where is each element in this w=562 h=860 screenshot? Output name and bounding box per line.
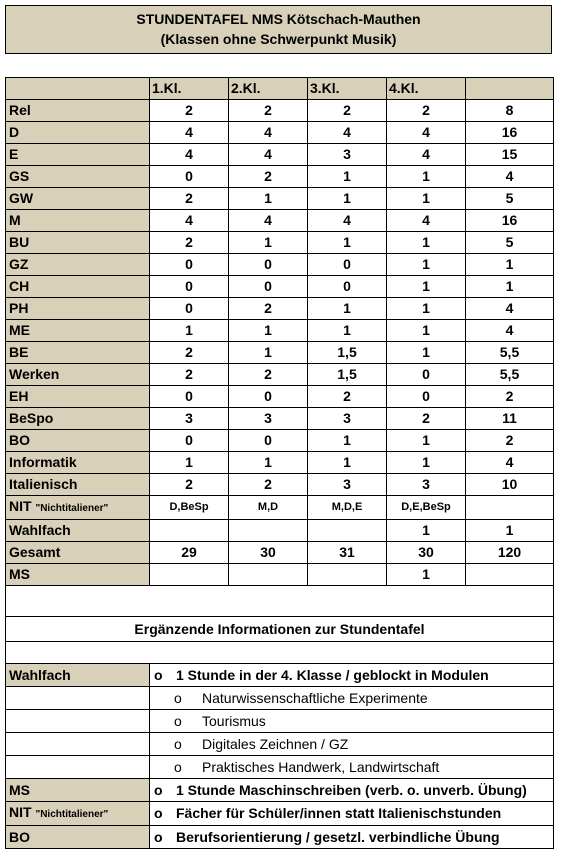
- hours-cell: 0: [150, 298, 229, 320]
- table-row: [6, 298, 554, 320]
- hours-cell: 8: [466, 100, 554, 122]
- nit-label-main: NIT: [9, 498, 32, 514]
- table-row: [6, 232, 554, 254]
- hours-cell: 1: [150, 320, 229, 342]
- column-header: [6, 78, 150, 100]
- nit-cell: D,BeSp: [150, 496, 229, 520]
- hours-cell: 1: [387, 166, 466, 188]
- hours-cell: 4: [150, 122, 229, 144]
- hours-cell: 2: [387, 100, 466, 122]
- hours-cell: 3: [150, 408, 229, 430]
- info-nit-label-main: NIT: [9, 804, 32, 820]
- info-nit-label-small: "Nichtitaliener": [35, 809, 109, 820]
- ms-label: MS: [6, 564, 150, 586]
- info-wahlfach-text: [150, 664, 554, 687]
- spacer-row: [6, 586, 554, 617]
- module-item: [150, 756, 554, 779]
- gesamt-cell: 30: [387, 542, 466, 564]
- hours-cell: 0: [387, 386, 466, 408]
- module-item: [150, 710, 554, 733]
- subject-name: BU: [6, 232, 150, 254]
- wahlfach-cell: [229, 520, 308, 542]
- subject-name: GW: [6, 188, 150, 210]
- hours-cell: 2: [229, 298, 308, 320]
- hours-cell: 0: [150, 276, 229, 298]
- nit-cell: D,E,BeSp: [387, 496, 466, 520]
- hours-cell: 4: [308, 210, 387, 232]
- ms-cell: [150, 564, 229, 586]
- hours-cell: 0: [387, 364, 466, 386]
- hours-cell: 4: [229, 210, 308, 232]
- subject-name: BeSpo: [6, 408, 150, 430]
- bullet-icon: o: [154, 828, 163, 845]
- spacer-cell: [6, 586, 554, 617]
- hours-cell: 11: [466, 408, 554, 430]
- info-nit-text: [150, 802, 554, 826]
- hours-cell: 16: [466, 210, 554, 232]
- subject-name: Informatik: [6, 452, 150, 474]
- hours-cell: 1: [308, 430, 387, 452]
- info-bo-label: [6, 826, 150, 849]
- table-row: [6, 188, 554, 210]
- info-module-row: [6, 756, 554, 779]
- info-ms-description: 1 Stunde Maschinschreiben (verb. o. unverb. Übung): [176, 781, 527, 798]
- spacer-row: [6, 642, 554, 664]
- info-empty-label: [6, 710, 150, 733]
- hours-cell: 2: [150, 364, 229, 386]
- module-name: Tourismus: [202, 712, 266, 729]
- wahlfach-cell: 1: [466, 520, 554, 542]
- hours-cell: 1: [308, 298, 387, 320]
- module-name: Naturwissenschaftliche Experimente: [202, 689, 428, 706]
- table-row: [6, 474, 554, 496]
- nit-cell: [466, 496, 554, 520]
- column-header: 2.Kl.: [229, 78, 308, 100]
- hours-cell: 2: [150, 342, 229, 364]
- column-header: [466, 78, 554, 100]
- info-nit-label: [6, 802, 150, 826]
- info-heading-row: [6, 617, 554, 642]
- info-module-row: [6, 710, 554, 733]
- title-box: [5, 5, 552, 54]
- gesamt-cell: 31: [308, 542, 387, 564]
- table-row: [6, 210, 554, 232]
- hours-cell: 3: [308, 408, 387, 430]
- gesamt-row: [6, 542, 554, 564]
- hours-cell: 3: [387, 474, 466, 496]
- column-header: 3.Kl.: [308, 78, 387, 100]
- hours-cell: 0: [229, 276, 308, 298]
- nit-label-small: "Nichtitaliener": [35, 503, 109, 514]
- hours-cell: 4: [387, 144, 466, 166]
- info-module-row: [6, 733, 554, 756]
- hours-cell: 1: [387, 298, 466, 320]
- hours-cell: 4: [150, 144, 229, 166]
- subject-name: M: [6, 210, 150, 232]
- bullet-icon: o: [154, 781, 163, 798]
- hours-cell: 2: [229, 364, 308, 386]
- hours-cell: 2: [150, 188, 229, 210]
- subject-name: Werken: [6, 364, 150, 386]
- hours-cell: 0: [229, 430, 308, 452]
- column-header: 1.Kl.: [150, 78, 229, 100]
- hours-cell: 1: [229, 452, 308, 474]
- table-row: [6, 276, 554, 298]
- info-wahlfach: [6, 664, 554, 687]
- module-name: Praktisches Handwerk, Landwirtschaft: [202, 758, 440, 775]
- hours-cell: 2: [308, 386, 387, 408]
- hours-cell: 0: [229, 254, 308, 276]
- nit-cell: M,D: [229, 496, 308, 520]
- subject-name: BE: [6, 342, 150, 364]
- info-ms-label: [6, 779, 150, 802]
- hours-cell: 0: [150, 430, 229, 452]
- info-heading: Ergänzende Informationen zur Stundentafel: [6, 617, 554, 642]
- subject-name: EH: [6, 386, 150, 408]
- table-row: [6, 100, 554, 122]
- hours-cell: 1: [466, 276, 554, 298]
- table-row: [6, 122, 554, 144]
- hours-cell: 0: [229, 386, 308, 408]
- bullet-icon: o: [174, 712, 182, 729]
- hours-cell: 0: [150, 254, 229, 276]
- hours-cell: 4: [466, 298, 554, 320]
- subject-name: PH: [6, 298, 150, 320]
- bullet-icon: o: [174, 758, 182, 775]
- hours-cell: 1,5: [308, 364, 387, 386]
- ms-cell: [308, 564, 387, 586]
- title-line-2: (Klassen ohne Schwerpunkt Musik): [160, 31, 397, 47]
- hours-cell: 2: [308, 100, 387, 122]
- hours-cell: 1: [387, 320, 466, 342]
- info-nit-description: Fächer für Schüler/innen statt Italienischstunden: [176, 805, 502, 821]
- hours-cell: 2: [229, 166, 308, 188]
- table-row: [6, 254, 554, 276]
- hours-cell: 0: [308, 276, 387, 298]
- nit-cell: M,D,E: [308, 496, 387, 520]
- info-empty-label: [6, 756, 150, 779]
- info-wahlfach-label: [6, 664, 150, 687]
- hours-cell: 4: [229, 122, 308, 144]
- info-bo-label-main: BO: [9, 828, 30, 845]
- hours-cell: 1: [387, 232, 466, 254]
- hours-cell: 5,5: [466, 342, 554, 364]
- hours-cell: 5,5: [466, 364, 554, 386]
- title-line-1: STUNDENTAFEL NMS Kötschach-Mauthen: [136, 11, 421, 27]
- hours-cell: 1: [387, 188, 466, 210]
- ms-row: [6, 564, 554, 586]
- hours-cell: 1: [387, 254, 466, 276]
- hours-cell: 1: [387, 276, 466, 298]
- info-nit: [6, 802, 554, 826]
- hours-cell: 0: [150, 386, 229, 408]
- column-header: 4.Kl.: [387, 78, 466, 100]
- subject-name: BO: [6, 430, 150, 452]
- header-row: [6, 78, 554, 100]
- info-module-row: [6, 687, 554, 710]
- table-row: [6, 144, 554, 166]
- gesamt-cell: 120: [466, 542, 554, 564]
- hours-cell: 2: [150, 100, 229, 122]
- hours-cell: 1,5: [308, 342, 387, 364]
- hours-cell: 4: [308, 122, 387, 144]
- table-row: [6, 430, 554, 452]
- gesamt-cell: 29: [150, 542, 229, 564]
- hours-cell: 4: [150, 210, 229, 232]
- ms-cell: [466, 564, 554, 586]
- module-name: Digitales Zeichnen / GZ: [202, 735, 349, 752]
- info-ms-label-main: MS: [9, 781, 30, 798]
- table-row: [6, 342, 554, 364]
- hours-cell: 2: [229, 474, 308, 496]
- hours-cell: 2: [150, 232, 229, 254]
- hours-cell: 1: [387, 430, 466, 452]
- hours-cell: 2: [229, 100, 308, 122]
- gesamt-cell: 30: [229, 542, 308, 564]
- table-row: [6, 386, 554, 408]
- hours-cell: 3: [308, 144, 387, 166]
- table-row: [6, 166, 554, 188]
- spacer-cell: [6, 642, 554, 664]
- subject-name: Italienisch: [6, 474, 150, 496]
- wahlfach-cell: [308, 520, 387, 542]
- hours-cell: 1: [229, 320, 308, 342]
- info-ms-text: [150, 779, 554, 802]
- hours-cell: 1: [387, 452, 466, 474]
- hours-cell: 2: [466, 386, 554, 408]
- hours-cell: 10: [466, 474, 554, 496]
- subject-name: GS: [6, 166, 150, 188]
- table-row: [6, 320, 554, 342]
- hours-cell: 1: [150, 452, 229, 474]
- bullet-icon: o: [154, 805, 163, 821]
- wahlfach-row: [6, 520, 554, 542]
- hours-cell: 1: [229, 232, 308, 254]
- info-bo-text: [150, 826, 554, 849]
- hours-cell: 5: [466, 232, 554, 254]
- hours-cell: 0: [308, 254, 387, 276]
- hours-cell: 5: [466, 188, 554, 210]
- bullet-icon: o: [154, 666, 163, 683]
- module-item: [150, 733, 554, 756]
- table-row: [6, 364, 554, 386]
- info-empty-label: [6, 733, 150, 756]
- nit-row: [6, 496, 554, 520]
- hours-cell: 0: [150, 166, 229, 188]
- subject-name: ME: [6, 320, 150, 342]
- subject-name: D: [6, 122, 150, 144]
- hours-cell: 4: [466, 320, 554, 342]
- table-row: [6, 408, 554, 430]
- hours-cell: 1: [308, 452, 387, 474]
- hours-cell: 4: [387, 210, 466, 232]
- table-row: [6, 452, 554, 474]
- info-bo-description: Berufsorientierung / gesetzl. verbindliche Übung: [176, 828, 500, 845]
- hours-cell: 1: [308, 320, 387, 342]
- hours-cell: 4: [387, 122, 466, 144]
- hours-cell: 1: [387, 342, 466, 364]
- info-wahlfach-label-main: Wahlfach: [9, 666, 71, 683]
- hours-cell: 1: [229, 188, 308, 210]
- module-item: [150, 687, 554, 710]
- subject-name: E: [6, 144, 150, 166]
- hours-cell: 2: [387, 408, 466, 430]
- wahlfach-cell: [150, 520, 229, 542]
- hours-cell: 3: [308, 474, 387, 496]
- hours-cell: 1: [308, 166, 387, 188]
- hours-cell: 1: [466, 254, 554, 276]
- ms-cell: 1: [387, 564, 466, 586]
- info-empty-label: [6, 687, 150, 710]
- info-wahlfach-description: 1 Stunde in der 4. Klasse / geblockt in Modulen: [176, 666, 489, 683]
- hours-cell: 4: [466, 452, 554, 474]
- hours-cell: 16: [466, 122, 554, 144]
- hours-cell: 15: [466, 144, 554, 166]
- bullet-icon: o: [174, 735, 182, 752]
- hours-cell: 1: [308, 188, 387, 210]
- gesamt-label: Gesamt: [6, 542, 150, 564]
- subject-name: Rel: [6, 100, 150, 122]
- info-ms: [6, 779, 554, 802]
- ms-cell: [229, 564, 308, 586]
- hours-cell: 4: [466, 166, 554, 188]
- info-bo: [6, 826, 554, 849]
- hours-cell: 3: [229, 408, 308, 430]
- hours-cell: 4: [229, 144, 308, 166]
- hours-cell: 1: [229, 342, 308, 364]
- nit-label: [6, 496, 150, 520]
- subject-name: CH: [6, 276, 150, 298]
- wahlfach-cell: 1: [387, 520, 466, 542]
- stundentafel-table: [5, 77, 554, 849]
- hours-cell: 2: [466, 430, 554, 452]
- subject-name: GZ: [6, 254, 150, 276]
- hours-cell: 1: [308, 232, 387, 254]
- hours-cell: 2: [150, 474, 229, 496]
- bullet-icon: o: [174, 689, 182, 706]
- wahlfach-label: Wahlfach: [6, 520, 150, 542]
